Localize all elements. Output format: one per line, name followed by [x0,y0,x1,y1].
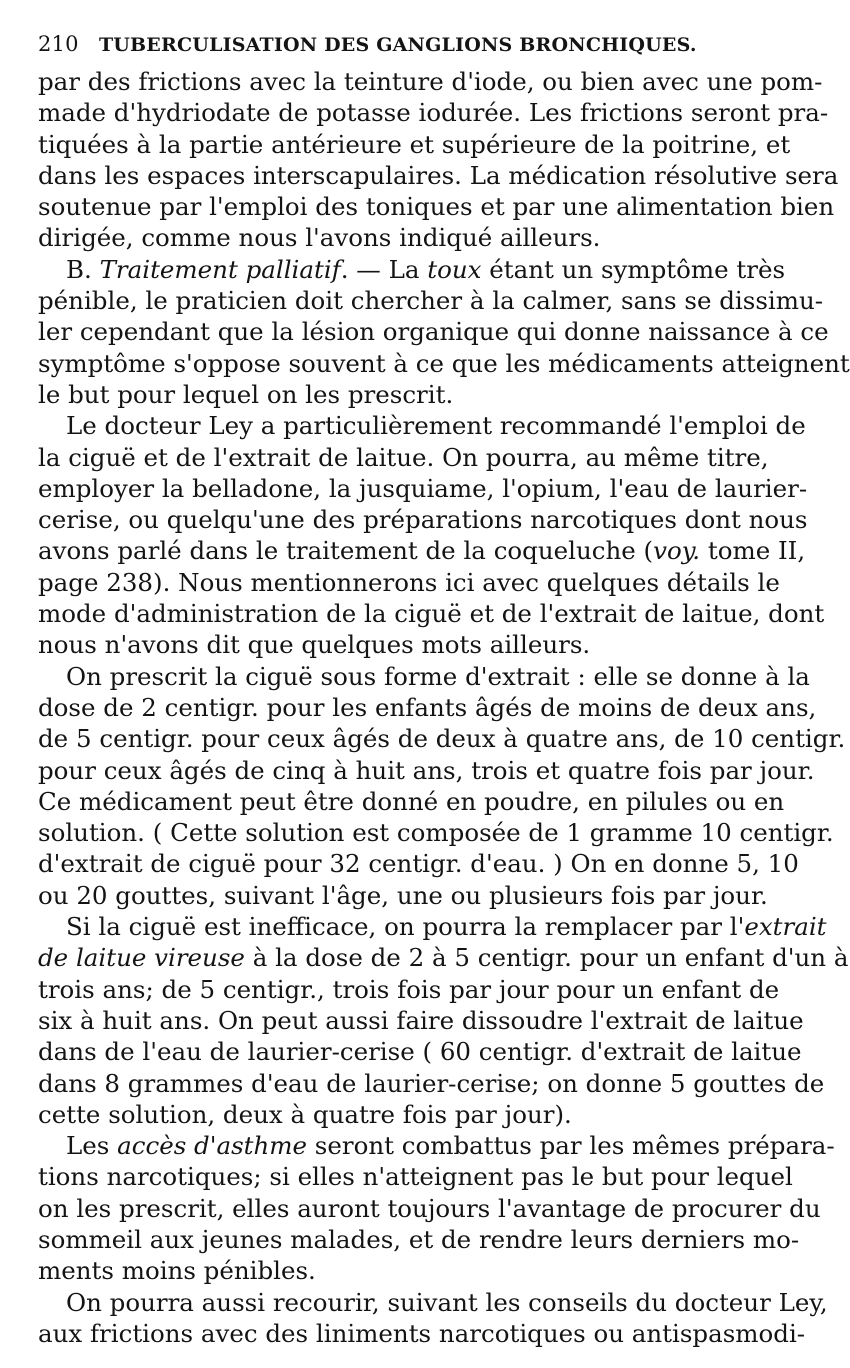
text-line [38,129,791,160]
text-segment: par des frictions avec la teinture d'iode, ou bien avec une pom- [38,67,823,96]
text-segment: On pourra aussi recourir, suivant les conseils du docteur Ley, [66,1287,828,1317]
text-line [38,1193,821,1224]
text-line [38,504,808,535]
text-line [38,755,815,786]
text-line [38,348,850,379]
text-segment: ou 20 gouttes, suivant l'âge, une ou plusieurs fois par jour. [38,880,768,910]
text-segment: on les prescrit, elles auront toujours l'avantage de procurer du [38,1193,821,1223]
text-segment: On prescrit la ciguë sous forme d'extrait : elle se donne à la [66,661,810,691]
text-segment: mode d'administration de la ciguë et de l'extrait de laitue, dont [38,599,825,629]
text-segment: cette solution, deux à quatre fois par jour). [38,1099,572,1129]
text-segment: dans les espaces interscapulaires. La médication résolutive sera [38,160,839,190]
text-segment: Ce médicament peut être donné en poudre, en pilules ou en [38,786,785,816]
text-segment: solution. ( Cette solution est composée de 1 gramme 10 centigr. [38,818,834,848]
text-line [38,97,829,128]
text-line [38,1068,825,1099]
text-segment: employer la belladone, la jusquiame, l'opium, l'eau de laurier- [38,473,808,503]
text-segment: tome II, [700,536,806,566]
text-line [38,1036,802,1067]
text-line [38,848,799,879]
page-header [38,32,758,62]
text-segment: Les [66,1131,118,1161]
text-line [38,285,824,316]
text-line [38,661,810,692]
text-line [38,316,829,347]
text-line [38,254,786,285]
text-segment: ments moins pénibles. [38,1256,316,1286]
text-segment: dans 8 grammes d'eau de laurier-cerise; on donne 5 gouttes de [38,1068,825,1098]
running-title: TUBERCULISATION DES GANGLIONS BRONCHIQUES. [98,34,697,56]
text-segment: de 5 centigr. pour ceux âgés de deux à quatre ans, de 10 centigr. [38,724,846,754]
text-segment: pour ceux âgés de cinq à huit ans, trois et quatre fois par jour. [38,755,815,785]
text-segment: pénible, le praticien doit chercher à la calmer, sans se dissimu- [38,286,824,316]
text-line [38,786,785,817]
text-line [38,191,835,222]
text-line [38,473,808,504]
text-segment: . — La [340,254,428,284]
italic-text: accès d'asthme [117,1131,308,1161]
text-line [38,911,827,942]
text-segment: dirigée, comme nous l'avons indiqué ailleurs. [38,223,601,253]
text-segment: Si la ciguë est inefficace, on pourra la remplacer par l' [66,912,745,942]
text-line [38,974,780,1005]
text-segment: page 238). Nous mentionnerons ici avec quelques détails le [38,567,780,597]
text-line [38,723,846,754]
text-segment: cerise, ou quelqu'une des préparations narcotiques dont nous [38,505,808,535]
italic-text: de laitue vireuse [38,943,245,973]
text-segment: tions narcotiques; si elles n'atteignent pas le but pour lequel [38,1162,793,1192]
italic-text: voy. [653,536,701,566]
text-line [38,629,764,660]
text-line [38,942,849,973]
italic-text: Traitement palliatif [99,254,341,284]
text-line [38,1005,804,1036]
text-line [38,1255,764,1286]
text-segment: nous n'avons dit que quelques mots ailleurs. [38,630,591,660]
text-segment: aux frictions avec des liniments narcotiques ou antispasmodi- [38,1318,806,1348]
text-segment: à la dose de 2 à 5 centigr. pour un enfant d'un à [244,943,849,973]
text-line [38,598,825,629]
text-segment: soutenue par l'emploi des toniques et par une alimentation bien [38,192,835,222]
body-text [38,66,850,1349]
text-segment: étant un symptôme très [481,254,786,284]
text-segment: avons parlé dans le traitement de la coqueluche ( [38,536,654,566]
text-segment: seront combattus par les mêmes prépara- [307,1131,835,1161]
text-line [38,535,806,566]
text-line [38,379,764,410]
text-line [38,66,823,97]
italic-text: extrait [744,912,827,942]
text-segment: made d'hydriodate de potasse iodurée. Les frictions seront pra- [38,98,829,128]
text-segment: symptôme s'oppose souvent à ce que les médicaments atteignent [38,348,850,378]
text-segment: six à huit ans. On peut aussi faire dissoudre l'extrait de laitue [38,1005,804,1035]
text-line [38,410,806,441]
text-line [38,222,764,253]
text-segment: tiquées à la partie antérieure et supérieure de la poitrine, et [38,129,791,159]
text-segment: d'extrait de ciguë pour 32 centigr. d'eau. ) On en donne 5, 10 [38,849,799,879]
page-number: 210 [38,32,79,56]
text-line [38,442,769,473]
text-segment: dose de 2 centigr. pour les enfants âgés de moins de deux ans, [38,692,817,722]
text-line [38,880,768,911]
text-line [38,160,839,191]
italic-text: toux [427,254,482,284]
text-line [38,1161,793,1192]
text-line [38,1318,806,1349]
text-line [38,1287,828,1318]
text-segment: dans de l'eau de laurier-cerise ( 60 centigr. d'extrait de laitue [38,1037,802,1067]
text-line [38,817,834,848]
text-segment: sommeil aux jeunes malades, et de rendre leurs derniers mo- [38,1224,800,1254]
text-segment: ler cependant que la lésion organique qui donne naissance à ce [38,317,829,347]
text-segment: la ciguë et de l'extrait de laitue. On pourra, au même titre, [38,442,769,472]
text-line [38,567,780,598]
text-segment: le but pour lequel on les prescrit. [38,379,454,409]
text-segment: B. [66,254,100,284]
text-segment: Le docteur Ley a particulièrement recommandé l'emploi de [66,411,806,441]
text-line [38,1224,800,1255]
text-line [38,692,817,723]
text-line [38,1130,835,1161]
text-segment: trois ans; de 5 centigr., trois fois par jour pour un enfant de [38,974,780,1004]
text-line [38,1099,764,1130]
